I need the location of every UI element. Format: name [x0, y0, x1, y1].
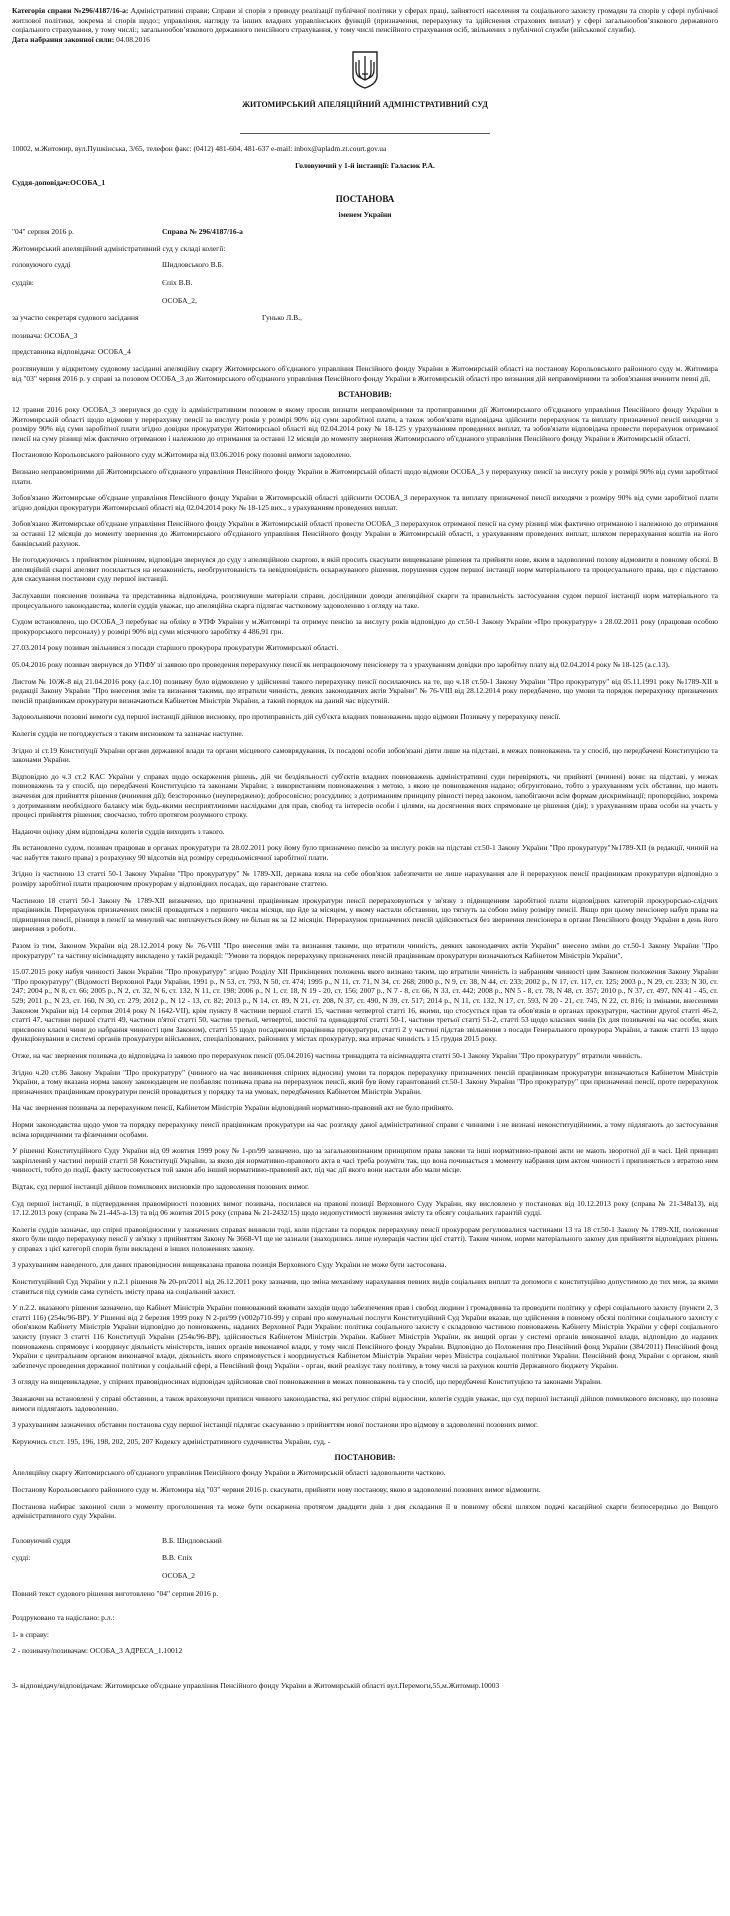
body-paragraph: Надаючи оцінку діям відповідача колегія суддів виходить з такого. [12, 826, 225, 836]
distribution-item-1: 1- в справу: [12, 1629, 49, 1639]
body-paragraph: Як встановлено судом, позивач працював в органах прокуратури та 28.02.2011 року йому було призначено пенсію за вислугу років на підставі ст.50-1 Закону України "Про прокуратуру"№1789-ХІІ (в редакції, чинній на час набуття такого права) з розрахунку 90 відсотків від розміру середньомісячної заробітної плати. [12, 843, 718, 862]
panel-intro: Житомирський апеляційний адміністративний суд у складі колегії: [12, 243, 226, 253]
full-text-date: Повний текст судового рішення виготовлено "04" серпня 2016 р. [12, 1588, 219, 1598]
case-number: Справа № 296/4187/16-а [162, 226, 243, 236]
date-case-line [12, 227, 718, 236]
panel-secretary-row: за участю секретаря судового засідання Гунько Л.В., [12, 313, 302, 323]
panel-judges-row: суддів: Єпіх В.В. [12, 277, 193, 287]
body-paragraph: Згідно ч.20 ст.86 Закону України "Про прокуратуру" (чинного на час виникнення спірних відносин) умови та порядок перерахунку призначених пенсій працівникам прокуратури визначаються Кабінетом Міністрів України, а тому вказана норма закону законодавцем не позбавляє позивача права на перерахунок пенсії, який був йому гарантований ст.50-1 Закону України "Про прокуратуру" при призначенні пенсії, проте перерахунок призначених працівникам прокуратури пенсій провадиться у порядку та на умовах, передбачених Кабінетом Міністрів України. [12, 1067, 718, 1096]
body-paragraph: Судом встановлено, що ОСОБА_3 перебуває на обліку в УПФ України у м.Житомирі та отримує пенсію за вислугу років відповідно до ст.50-1 Закону України «Про прокуратуру» з 28.02.2011 року (працював особою прокурорського персоналу) у розмірі 90% від суми місячного заробітку 4 486,91 грн. [12, 617, 718, 636]
effective-date-label: Дата набрання законної сили: [12, 34, 115, 44]
category-label: Категорія справи №296/4187/16-а: [12, 6, 129, 15]
resolution-section [12, 1468, 718, 1520]
body-paragraph: Суд першої інстанції, в підтвердження правомірності позовних вимог позивача, посилався на правові позиції Верховного Суду України, яку висловлено у постановах від 10.12.2013 року (справа № 21-348а13), від 17.12.2013 року (справа № 21-445-а-13) та від 06 жовтня 2015 року (справа № 21-2432/15) щодо недопустимості звуження змісту та обсягу соціальних гарантій судді. [12, 1198, 718, 1218]
body-paragraph: 15.07.2015 року набув чинності Закон України "Про прокуратуру" згідно Розділу XII Прикінцевих положень якого визнано таким, що втратили чинність із набранням чинності цим Законом положення Закону України "Про прокуратуру" (Відомості Верховної Ради України, 1991 р., N 53, ст. 793, N 50, ст. 474; 1995 р., N 11, ст. 71, N 34, ст. 268; 2000 р., N 9, ст. 38, N 44, ст. 233; 2002 р., N 17, ст. 117, ст. 125; 2003 р., N 29, ст. 233; N 30, ст. 247; 2004 р., N 8, ст. 66; 2005 р., N 2, ст. 32, N 6, ст. 132, N 11, ст. 198; 2006 р., N 1, ст. 18, N 19 - 20, ст. 156; 2007 р., N 7 - 8, ст. 66, N 33, ст. 442; 2008 р., NN 5 - 8, ст. 78, N 48, ст. 357; 2010 р., N 37, ст. 497, NN 41 - 45, ст. 529; 2011 р., N 23, ст. 160, N 30, ст. 279; 2012 р., N 12 - 13, ст. 82; 2013 р., N 14, ст. 89, N 21, ст. 208, N 37, ст. 490, N 39, ст. 517; 2014 р., N 11, ст. 132, N 17, ст. 593, N 20 - 21, ст. 745, N 22, ст. 816; із змінами, внесеними Законом України від 14 серпня 2014 року N 1642-VII), крім пункту 8 частини першої статті 15, частини четвертої статті 16, якими, що стосується прав та обов'язків в органах прокуратури, частини другої статті 46-2, статті 47, частини першої статті 49, частини п'ятої статті 50, частин третьої, четвертої, шостої та одинадцятої статті 50-1, частини третьої статті 51-2, статті 53 щодо класних чинів (їх для позивачеві на час особи, яких присвоєно класні чини до набрання чинності цим Законом), статті 55 щодо посадження працівника прокуратури, статті 2 у частині підстав звільнення з посади Генерального прокурора України, а також статті 13 щодо функціонування в системі органів прокуратури військових, спеціалізованих, районних у містах прокуратур, яка втрачає чинність з 15 грудня 2015 року. [12, 967, 718, 1044]
body-paragraph: Відтак, суд першої інстанції дійшов помилкових висновків про задоволення позовних вимог. [12, 1181, 310, 1191]
resolved-heading: ПОСТАНОВИВ: [334, 1453, 396, 1463]
resolution-paragraph: Апеляційну скаргу Житомирського об'єднаного управління Пенсійного фонду України в Житомирській області задовольнити частково. [12, 1468, 446, 1478]
body-paragraph: Заслухавши пояснення позивача та представника відповідача, розглянувши матеріали справи, дослідивши доводи апеляційної скарги та правильність застосування судом першої інстанції норм матеріального та процесуального законодавства, колегія суддів уважає, що апеляційна скарга підлягає частковому задоволенню з огляду на таке. [12, 591, 718, 610]
body-paragraph: З урахуванням зазначених обставин постанова суду першої інстанції підлягає скасуванню з прийняттям нової постанови про відмову в задоволенні позовних вимог. [12, 1420, 539, 1430]
established-heading: ВСТАНОВИВ: [338, 390, 392, 400]
distribution-item-2: 2 - позивачу/позивачам: ОСОБА_3 АДРЕСА_1.10012 [12, 1646, 183, 1656]
signature-presiding: Головуючий суддя В.Б. Шидловський [12, 1535, 222, 1545]
judge-rapporteur: Суддя-доповідач:ОСОБА_1 [12, 177, 106, 187]
body-paragraph: Постановою Корольовського районного суду м.Житомира від 03.06.2016 року позовні вимоги задоволено. [12, 450, 352, 460]
distribution-item-3: 3- відповідачу/відповідачам: Житомирське об'єднане управління Пенсійного фонду України в Житомирській області вул.Перемоги,55,м.Житомир.10003 [12, 1680, 500, 1690]
body-paragraph: Разом із тим, Законом України від 28.12.2014 року № 76-VIII "Про внесення змін та визнання такими, що втратили чинність, деяких законодавчих актів України" внесено зміни до ст.50-1 Закону України "Про прокуратуру" та частину вісімнадцяту викладено у такій редакції: "Умови та порядок перерахунку призначених пенсій працівникам прокуратури визначаються Кабінетом Міністрів України". [12, 941, 718, 960]
body-paragraph: Колегія суддів зазначає, що спірні правовідносини у зазначених справах виникли тоді, коли підстави та порядок перерахунку пенсії прокурорам регулювалися частинами 13 та 18 ст.50-1 Закону № 1789-ХІІ, положення якого були щодо перерахунку пенсії у зв'язку з прийняттям Закону № 3668-VI ще не зазнали (знаходились лише нулерація частин цієї статті). Таким чином, норми матеріального закону для прийняття відповідних рішень у справах з цієї категорії спорів були викладені в інших положеннях закону. [12, 1224, 718, 1253]
trident-coat-of-arms-icon [351, 50, 379, 90]
in-the-name-of-ukraine: іменем України [338, 210, 392, 220]
body-paragraph: Не погоджуючись з прийнятим рішенням, відповідач звернувся до суду з апеляційною скаргою, в якій просить скасувати вищевказане рішення та прийняти нове, яким в задоволенні позову відмовити в повному обсязі. В апеляційній скарзі апелянт посилається на незаконність, необґрунтованість та невідповідність оскаржуваного рішення, порушення судом першої інстанції норм матеріального та процесуального права, що є підставою для скасування постанови суду першої інстанції. [12, 555, 718, 584]
signature-judges: судді: В.В. Єпіх [12, 1553, 193, 1563]
panel-judge2-row: ОСОБА_2, [162, 295, 197, 305]
body-paragraph: Колегія суддів не погоджується з таким висновком та зазначає наступне. [12, 728, 244, 738]
defendant-rep-line: представника відповідача: ОСОБА_4 [12, 347, 131, 357]
body-paragraph: 12 травня 2016 року ОСОБА_3 звернувся до суду із адміністративним позовом в якому просив визнати неправомірними та протиправними дії Житомирського об'єднаного управління Пенсійного фонду України в Житомирській області щодо відмови у перерахунку пенсії за вислугу років у розмірі 90% від суми заробітної плати, а також зобов'язати відповідача здійснити перерахунок та виплату призначеної пенсії виходячи з розміру 90% від суми заробітної плати згідно довідки прокуратури Житомирської області від 02.04.2014 року № 18-125 у урахуванням проведених виплат, та зобов'язати відповідача провести перерахунок отриманої пенсії на суму різниці між фактично отриманою і належною до отримання за останні 12 місяців до моменту звернення Житомирського об'єднаного управління Пенсійного фонду України в Житомирській області. [12, 405, 718, 443]
presiding-first-instance: Головуючий у 1-й інстанції: Галасюк Р.А. [295, 160, 435, 170]
body-paragraph: Зважаючи на встановлені у справі обставини, а також враховуючи приписи чинного законодавства, які регулює спірні відносини, колегія суддів уважає, що суд першої інстанції дійшов помилкового висновку, що позовна вимоги підлягають задоволенню. [12, 1394, 718, 1413]
body-paragraph: Задовольняючи позовні вимоги суд першої інстанції дійшов висновку, про протиправність дій суб'єкта владних повноважень щодо відмови Позивачу у перерахунку пенсії. [12, 712, 561, 722]
body-paragraph: З огляду на вищевикладене, у спірних правовідносинах відповідач здійснював свої повноваження в межах повноважень та у спосіб, що передбачені Конституцією та законами України. [12, 1377, 602, 1387]
case-meta [12, 6, 718, 44]
resolution-paragraph: Постанову Корольовського районного суду м. Житомира від "03" червня 2016 р. скасувати, прийняти нову постанову, якою в задоволенні позовних вимог відмовити. [12, 1484, 541, 1494]
court-name: ЖИТОМИРСЬКИЙ АПЕЛЯЦІЙНИЙ АДМІНІСТРАТИВНИЙ СУД [242, 100, 488, 110]
decision-date: "04" серпня 2016 р. [12, 226, 74, 236]
body-paragraph: Відповідно до ч.3 ст.2 КАС України у справах щодо оскарження рішень, дій чи бездіяльності суб'єктів владних повноважень адміністративні суди перевіряють, чи прийняті (вчинені) вони: на підставі, у межах повноважень та у спосіб, що передбачені Конституцією та законами України; з використанням повноваження з метою, з якою це повноваження надано; обґрунтовано, тобто з урахуванням усіх обставин, що мають значення для прийняття рішення (вчинення дії); безсторонньо (неупереджено); добросовісно; розсудливо; з дотриманням принципу рівності перед законом, запобігаючи всім формам дискримінації; пропорційно, зокрема з дотриманням необхідного балансу між будь-якими несприятливими наслідками для прав, свобод та інтересів особи і цілями, на досягнення яких спрямоване це рішення (дія); з урахуванням права особи на участь у процесі прийняття рішення; своєчасно, тобто протягом розумного строку. [12, 771, 718, 820]
court-address: 10002, м.Житомир, вул.Пушкінська, 3/65, телефон факс: (0412) 481-604, 481-637 е-mail: inbox@apladm.zt.court.gov.ua [12, 144, 387, 154]
body-paragraph: 27.03.2014 року позивач звільнився з посади старшого прокурора прокуратури Житомирської області. [12, 643, 339, 653]
divider [240, 133, 490, 134]
body-paragraph: На час звернення позивача за перерахунком пенсії, Кабінетом Міністрів України відповідний нормативно-правовий акт не було прийнято. [12, 1103, 454, 1113]
signature-judge2: ОСОБА_2 [162, 1570, 196, 1580]
body-paragraph: Листом № 10/Ж-8 від 21.04.2016 року (а.с.10) позивачу було відмовлено у здійсненні такого перерахунку пенсії посилаючись на те, що ч.18 ст.50-1 Закону України "Про прокуратуру" від 05.11.1991 року №1789-ХІІ в редакції Закону України "Про внесення змін та визнання такими, що втратили чинність, деяких законодавчих актів України" № 76-VIII від 28.12.2014 року передбачено, що умови та порядок перерахунку призначених пенсій працівникам прокуратури визначаються Кабінетом Міністрів України, а такий порядок на даний час відсутній. [12, 676, 718, 705]
body-paragraph: Норми законодавства щодо умов та порядку перерахунку пенсії працівникам прокуратури на час розгляду даної адміністративної справи є чинними і не визнані неконституційними, а тому підлягають до застосування всіма юридичними та фізичними особами. [12, 1119, 718, 1139]
body-paragraph: У рішенні Конституційного Суду України від 09 жовтня 1999 року № 1-рп/99 зазначено, що за загальновизнаним принципом права закони та інші нормативно-правові акти не мають зворотної дії в часі. Цей принцип закріплений у частині першій статті 58 Конституції України, за якою дія нормативно-правового акта в часі треба розуміти так, що вона починається з моменту набрання цим актом чинності і припиняється з втратою ним чинності, тобто до події, факту застосовується той закон або інший нормативно-правовий акт, під час дії якого вони настали або мали місце. [12, 1146, 718, 1175]
document-title: ПОСТАНОВА [335, 194, 395, 205]
body-paragraph: Зобов'язано Житомирське об'єднане управління Пенсійного фонду України в Житомирській області провести ОСОБА_3 перерахунок отриманої пенсії на суму різниці між фактично отриманою і належною до отримання за останні 12 місяців до моменту звернення до Житомирського об'єднаного управління Пенсійного фонду України в Житомирській області, з урахуванням проведених виплат, шляхом перерахування коштів на його банківський рахунок. [12, 519, 718, 548]
body-paragraph: Конституційний Суд України у п.2.1 рішення № 20-рп/2011 від 26.12.2011 року зазначив, що зміна механізму нарахування певних видів соціальних виплат та допомоги є конституційно допустимою до тих меж, за якими ставиться під сумнів сама сутність змісту права на соціальний захист. [12, 1277, 718, 1296]
body-paragraph: Отже, на час звернення позивача до відповідача із заявою про перерахунок пенсії (05.04.2016) частина тринадцята та вісімнадцята статті 50-1 Закону України "Про прокуратуру" втратили чинність. [12, 1050, 643, 1060]
effective-date-value: 04.08.2016 [116, 34, 150, 44]
intro-paragraph: розглянувши у відкритому судовому засіданні апеляційну скаргу Житомирського об'єднаного управління Пенсійного фонду України в Житомирській області на постанову Корольовського районного суду м. Житомира від "03" червня 2016 р. у справі за позовом ОСОБА_3 до Житомирського об'єднаного управління Пенсійного фонду України в Житомирській області про визнання дій неправомірними та зобов'язання вчинити певні дії, [12, 363, 718, 383]
reasoning-section [12, 405, 718, 1446]
body-paragraph: 05.04.2016 року позивач звернувся до УПФУ зі заявою про проведення перерахунку пенсії як непрацюючому пенсіонеру та з урахуванням довідки про заробітну плату від 02.04.2014 року № 18-125 (а.с.13). [12, 659, 670, 669]
resolution-paragraph: Постанова набирає законної сили з моменту проголошення та може бути оскаржена протягом двадцяти днів з дня складання її в повному обсязі шляхом подачі касаційної скарги безпосередньо до Вищого адміністративного суду України. [12, 1501, 718, 1521]
distribution-header: Роздруковано та надіслано: р.л.: [12, 1613, 115, 1623]
body-paragraph: Згідно із частиною 13 статті 50-1 Закону України "Про прокуратуру" № 1789-ХІІ, держава взяла на себе обов'язок забезпечити не лише нарахування але й перерахунок пенсії працівникам прокуратури відповідно з розміру заробітної плати працюючим прокурорам у відповідних посадах, що гарантоване статтею. [12, 869, 718, 889]
body-paragraph: У п.2.2. вказаного рішення зазначено, що Кабінет Міністрів України повноважний вживати заходів щодо забезпечення прав і свобод людини і громадянина та проводити політику у сфері соціального захисту (пункти 2, 3 статті 116) (254к/96-ВР). У Рішенні від 2 березня 1999 року N 2-рп/99 (v002p710-99) у справі про комунальні послуги Конституційний Суд України вказав, що здійснення в повному обсязі політики соціального захисту є обов'язком Кабінету Міністрів України відповідно до повноважень, наданих Верховної Ради України: політика соціального захисту є складовою частиною повноважень Кабінету Міністрів України у сфері соціального захисту (пункт 3 статті 116 Конституції України (254к/96-ВР), здійснюється Кабінетом Міністрів України. Кабінет Міністрів України, як вищий орган у системі органів виконавчої влади, відповідно до наданих повноважень спрямовує і координує діяльність міністерств, інших органів виконавчої влади, у тому числі Пенсійного фонду України. Відповідно до Положення про Пенсійний фонд України (384/2011) Пенсійний фонд України є центральним органом виконавчої влади, діяльність якого спрямовується і координується Кабінетом Міністрів України через Міністра соціальної політики України. Пенсійний фонд України є органом, який забезпечує проведення державної політики у соціальній сфері, а Пенсійний фонд України - орган, який реалізує таку політику, в тому числі за рахунок коштів Державного бюджету України. [12, 1303, 718, 1370]
body-paragraph: З урахуванням наведеного, для даних правовідносин вищевказана правова позиція Верховного Суду України не може бути застосована. [12, 1260, 447, 1270]
body-paragraph: Керуючись ст.ст. 195, 196, 198, 202, 205, 207 Кодексу адміністративного судочинства України, суд, - [12, 1436, 331, 1446]
document-page [12, 0, 718, 1691]
panel-presiding-row: головуючого судді Шидловського В.Б. [12, 260, 224, 270]
body-paragraph: Згідно зі ст.19 Конституції України органи державної влади та органи місцевого самоврядування, їх посадові особи зобов'язані діяти лише на підставі, в межах повноважень та у спосіб, що передбачені Конституцією та законами України. [12, 745, 718, 765]
body-paragraph: Визнано неправомірними дії Житомирського об'єднаного управління Пенсійного фонду України в Житомирській області щодо відмови ОСОБА_3 у перерахунку пенсії за вислугу років у розмірі 90% від суми заробітної плати. [12, 467, 718, 486]
body-paragraph: Частиною 18 статті 50-1 Закону № 1789-ХІІ визначено, що призначені працівникам прокуратури пенсії перераховуються у зв'язку з підвищенням заробітної плати відповідних категорій прокурорсько-слідчих працівників. Перерахунок призначених пенсій провадиться з першого числа місяця, що йде за місяцем, у якому настали обставини, що тягнуть за собою зміну розміру пенсії. Якщо при цьому пенсіонер набув права на підвищення пенсії, різниця в пенсії за минулий час виплачується йому не більш як за 12 місяців. Перерахунок призначених пенсій здійснюється без звернення пенсіонера в органи Пенсійного фонду України в день його звернення з роботи. [12, 895, 718, 934]
category-text: Адміністративні справи; Справи зі спорів з приводу реалізації публічної політики у сферах праці, зайнятості населення та соціального захисту громадян та спорів у сфері публічної житлової політики, зокрема зі спорів щодо:; управління, нагляду та інших владних управлінських функцій (призначення, перерахунку та здійснення страхових виплат) у сфері загальнообов’язкового державного соціального страхування, у тому числі:; загальнообов’язкового державного пенсійного страхування, у тому числі пенсійного страхування осіб, звільнених з публічної служби (військової служби). [12, 6, 718, 35]
plaintiff-line: позивача: ОСОБА_3 [12, 330, 78, 340]
body-paragraph: Зобов'язано Житомирське об'єднане управління Пенсійного фонду України в Житомирській області здійснити ОСОБА_3 перерахунок та виплату призначеної пенсії виходячи з розміру 90% від суми заробітної плати згідно довідки прокуратури Житомирської області від 02.04.2014 року № 18-125 вих., з урахуванням проведених виплат. [12, 493, 718, 512]
